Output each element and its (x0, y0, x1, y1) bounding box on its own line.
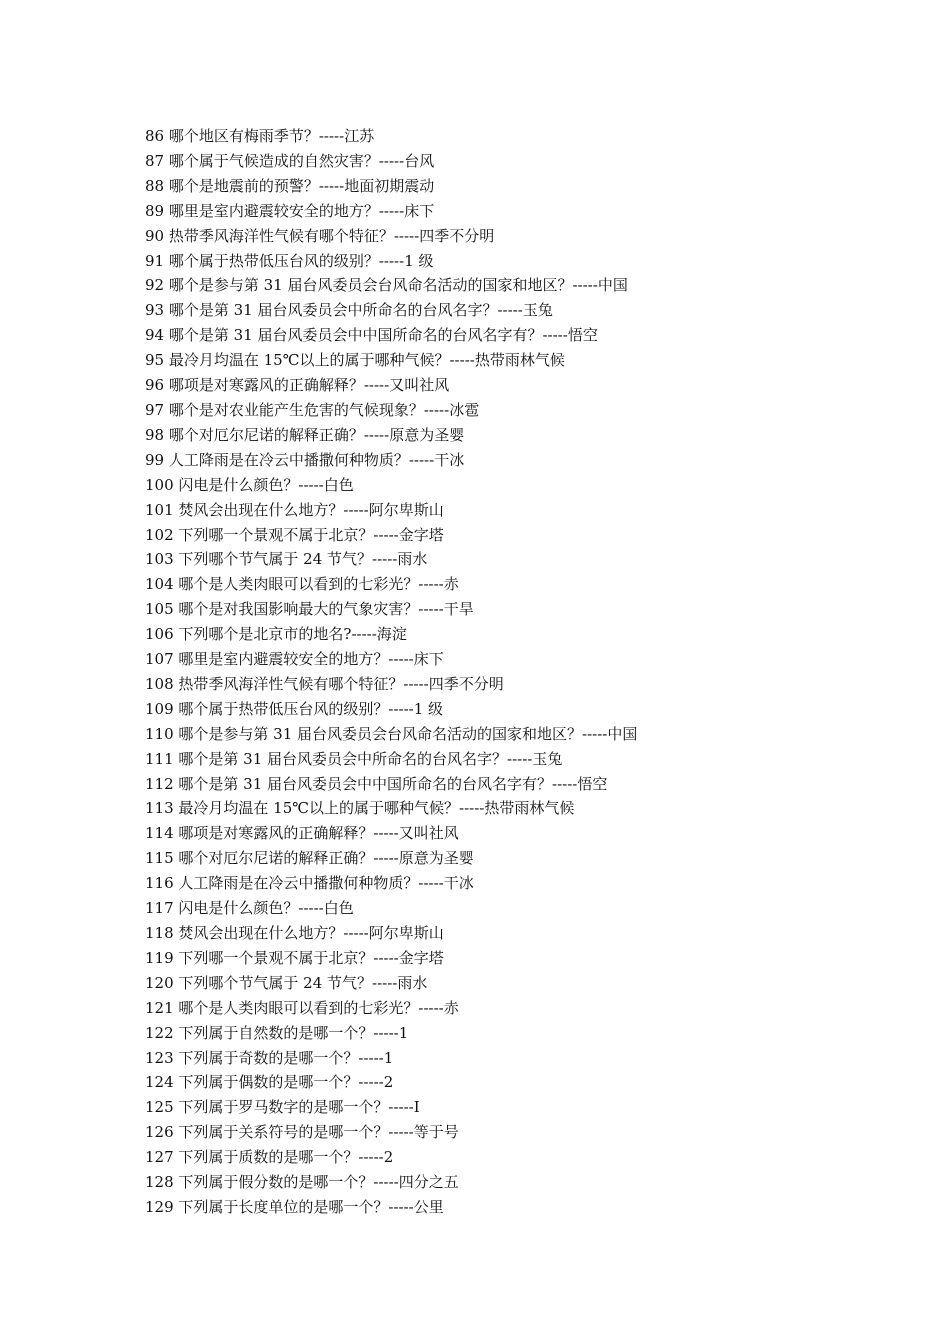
qa-line: 88 哪个是地震前的预警？-----地面初期震动 (145, 176, 435, 195)
qa-line: 89 哪里是室内避震较安全的地方？-----床下 (145, 201, 435, 220)
qa-line: 86 哪个地区有梅雨季节？-----江苏 (145, 127, 375, 145)
qa-line: 103 下列哪个节气属于 24 节气？-----雨水 (145, 550, 428, 569)
qa-line: 111 哪个是第 31 届台风委员会中所命名的台风名字？-----玉兔 (145, 749, 563, 768)
qa-line: 104 哪个是人类肉眼可以看到的七彩光？-----赤 (145, 575, 459, 594)
qa-line: 99 人工降雨是在冷云中播撒何种物质？-----干冰 (145, 450, 465, 469)
qa-line: 102 下列哪一个景观不属于北京？-----金字塔 (145, 525, 444, 544)
qa-line: 107 哪里是室内避震较安全的地方？-----床下 (145, 650, 444, 669)
qa-line: 109 哪个属于热带低压台风的级别？-----1 级 (145, 699, 444, 718)
qa-line: 97 哪个是对农业能产生危害的气候现象？-----冰雹 (145, 400, 480, 419)
qa-line: 105 哪个是对我国影响最大的气象灾害？-----干旱 (145, 600, 474, 619)
qa-line: 119 下列哪一个景观不属于北京？-----金字塔 (145, 948, 444, 967)
qa-line: 106 下列哪个是北京市的地名?-----海淀 (145, 625, 407, 644)
qa-line: 125 下列属于罗马数字的是哪一个？-----Ⅰ (145, 1098, 420, 1117)
qa-line: 95 最冷月均温在 15℃以上的属于哪种气候？-----热带雨林气候 (145, 351, 565, 370)
qa-line: 90 热带季风海洋性气候有哪个特征？-----四季不分明 (145, 226, 495, 245)
qa-line: 118 焚风会出现在什么地方？-----阿尔卑斯山 (145, 924, 444, 942)
qa-line: 127 下列属于质数的是哪一个？-----2 (145, 1148, 394, 1167)
qa-line: 120 下列哪个节气属于 24 节气？-----雨水 (145, 973, 428, 992)
qa-line: 92 哪个是参与第 31 届台风委员会台风命名活动的国家和地区？-----中国 (145, 276, 628, 295)
qa-line: 123 下列属于奇数的是哪一个？-----1 (145, 1048, 394, 1067)
qa-line: 117 闪电是什么颜色？-----白色 (145, 899, 354, 918)
qa-line: 113 最冷月均温在 15℃以上的属于哪种气候？-----热带雨林气候 (145, 799, 575, 818)
qa-line: 93 哪个是第 31 届台风委员会中所命名的台风名字？-----玉兔 (145, 301, 553, 320)
qa-line: 122 下列属于自然数的是哪一个？-----1 (145, 1023, 409, 1042)
qa-line: 116 人工降雨是在冷云中播撒何种物质？-----干冰 (145, 874, 474, 893)
qa-line: 101 焚风会出现在什么地方？-----阿尔卑斯山 (145, 500, 444, 519)
qa-line: 128 下列属于假分数的是哪一个？-----四分之五 (145, 1173, 459, 1192)
qa-line: 108 热带季风海洋性气候有哪个特征？-----四季不分明 (145, 674, 504, 693)
qa-line: 115 哪个对厄尔尼诺的解释正确？-----原意为圣婴 (145, 849, 474, 868)
qa-line: 96 哪项是对寒露风的正确解释？-----又叫社风 (145, 376, 450, 395)
qa-line: 100 闪电是什么颜色？-----白色 (145, 475, 354, 494)
qa-line: 94 哪个是第 31 届台风委员会中中国所命名的台风名字有？-----悟空 (145, 326, 598, 345)
qa-line: 114 哪项是对寒露风的正确解释？-----又叫社风 (145, 824, 459, 843)
qa-line: 124 下列属于偶数的是哪一个？-----2 (145, 1073, 394, 1092)
qa-line: 112 哪个是第 31 届台风委员会中中国所命名的台风名字有？-----悟空 (145, 774, 608, 793)
qa-line: 126 下列属于关系符号的是哪一个？-----等于号 (145, 1123, 459, 1142)
qa-line: 121 哪个是人类肉眼可以看到的七彩光？-----赤 (145, 998, 459, 1017)
qa-list (145, 124, 845, 1220)
qa-line: 110 哪个是参与第 31 届台风委员会台风命名活动的国家和地区？-----中国 (145, 724, 638, 743)
qa-line: 129 下列属于长度单位的是哪一个？-----公里 (145, 1197, 444, 1216)
qa-line: 87 哪个属于气候造成的自然灾害？-----台风 (145, 151, 435, 170)
qa-line: 98 哪个对厄尔尼诺的解释正确？-----原意为圣婴 (145, 425, 465, 444)
qa-line: 91 哪个属于热带低压台风的级别？-----1 级 (145, 251, 434, 270)
